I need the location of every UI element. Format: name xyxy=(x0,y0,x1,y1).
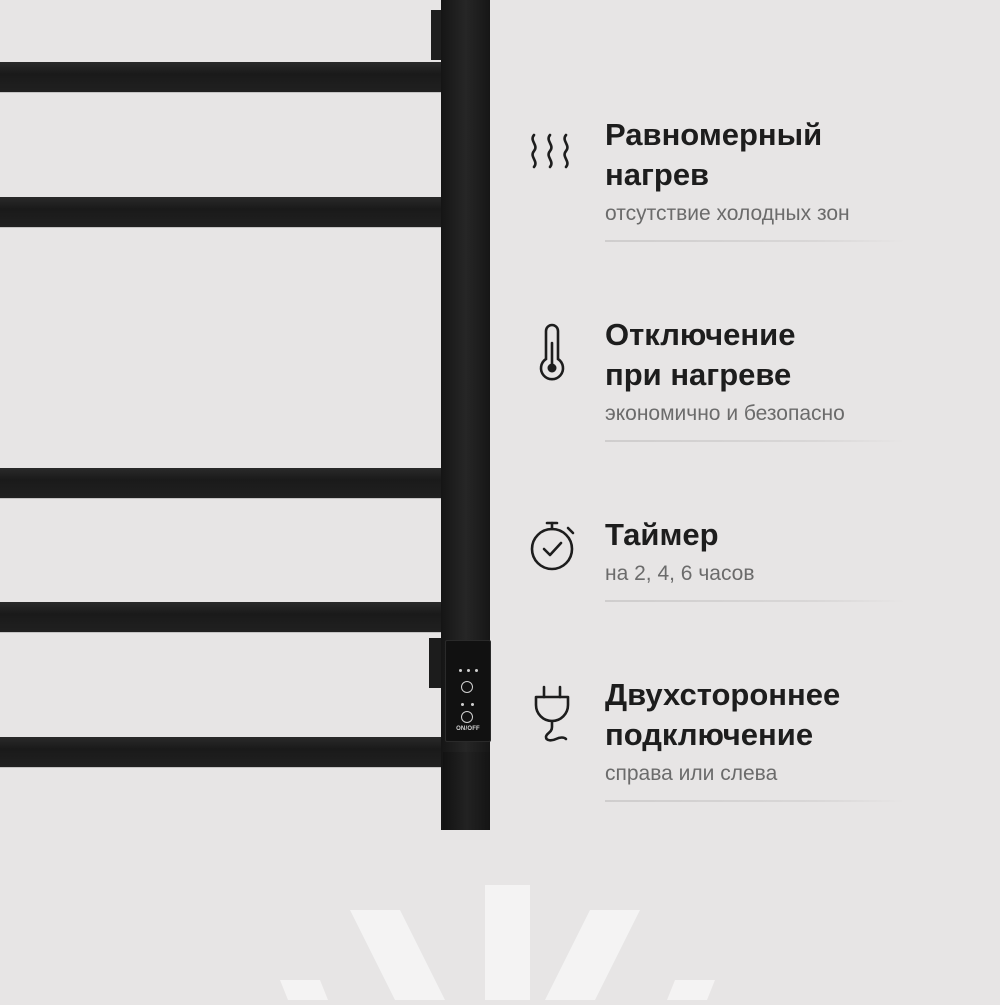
feature-even-heating xyxy=(520,115,920,245)
heat-waves-icon xyxy=(520,123,584,187)
feature-title-line: Отключение xyxy=(605,317,796,352)
feature-subtitle: на 2, 4, 6 часов xyxy=(605,562,755,585)
feature-title-line: подключение xyxy=(605,717,814,752)
towel-rail-post-foot xyxy=(443,752,490,830)
feature-timer xyxy=(520,515,920,605)
indicator-dot xyxy=(475,669,478,672)
feature-subtitle: отсутствие холодных зон xyxy=(605,202,850,225)
feature-title xyxy=(605,315,925,395)
divider xyxy=(605,600,905,602)
towel-rail-bar-5 xyxy=(0,737,443,767)
feature-title-line: при нагреве xyxy=(605,357,792,392)
thermometer-icon xyxy=(520,319,584,383)
feature-subtitle: экономично и безопасно xyxy=(605,402,845,425)
power-button-icon xyxy=(461,711,473,723)
feature-title-line: Двухстороннее xyxy=(605,677,841,712)
feature-subtitle: справа или слева xyxy=(605,762,778,785)
plug-icon xyxy=(520,679,584,743)
control-panel xyxy=(445,640,491,742)
feature-title xyxy=(605,515,925,555)
feature-title xyxy=(605,115,925,195)
feature-title-line: Равномерный xyxy=(605,117,823,152)
towel-rail-bar-1 xyxy=(0,62,443,92)
divider xyxy=(605,440,905,442)
feature-title-line: нагрев xyxy=(605,157,710,192)
feature-two-way-connection xyxy=(520,675,920,805)
feature-title xyxy=(605,675,925,755)
indicator-dot xyxy=(471,703,474,706)
indicator-dot xyxy=(467,669,470,672)
indicator-dot xyxy=(461,703,464,706)
feature-title-line: Таймер xyxy=(605,517,719,552)
indicator-dot xyxy=(459,669,462,672)
towel-rail-bar-2 xyxy=(0,197,443,227)
towel-rail-bar-3 xyxy=(0,468,443,498)
feature-auto-shutoff xyxy=(520,315,920,445)
divider xyxy=(605,240,905,242)
timer-button-icon xyxy=(461,681,473,693)
towel-rail-bar-4 xyxy=(0,602,443,632)
power-button-label: ON/OFF xyxy=(456,726,480,732)
divider xyxy=(605,800,905,802)
brand-logo-watermark xyxy=(280,880,720,1000)
timer-icon xyxy=(520,513,584,577)
